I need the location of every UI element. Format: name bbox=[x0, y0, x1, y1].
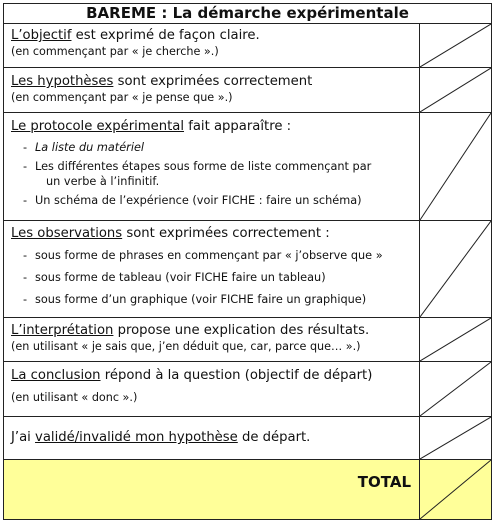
criterion-prefix: J’ai bbox=[11, 430, 36, 445]
criterion-cell bbox=[4, 113, 420, 220]
list-item: - sous forme de tableau (voir FICHE faire un tableau) bbox=[23, 271, 326, 284]
criterion-cell bbox=[4, 417, 420, 459]
table-title: BAREME : La démarche expérimentale bbox=[4, 4, 491, 24]
total-score-cell[interactable] bbox=[420, 460, 491, 519]
criterion-text: propose une explication des résultats. bbox=[113, 323, 370, 338]
row-hypotheses bbox=[4, 68, 491, 113]
total-label: TOTAL bbox=[357, 473, 411, 491]
list-item: - Les différentes étapes sous forme de liste commençant par bbox=[23, 160, 372, 173]
score-cell[interactable] bbox=[420, 221, 491, 317]
criterion-note: (en commençant par « je cherche ».) bbox=[11, 45, 219, 58]
criterion-text: est exprimé de façon claire. bbox=[71, 28, 260, 43]
criterion-title: validé/invalidé mon hypothèse bbox=[35, 430, 238, 445]
row-observations bbox=[4, 221, 491, 318]
list-item: - La liste du matériel bbox=[23, 141, 145, 154]
score-cell[interactable] bbox=[420, 362, 491, 416]
criterion-text: fait apparaître : bbox=[184, 119, 292, 134]
criterion-cell bbox=[4, 221, 420, 317]
criterion-text: de départ. bbox=[237, 430, 311, 445]
criterion-title: L’objectif bbox=[11, 28, 72, 43]
list-item: - sous forme de phrases en commençant par « j’observe que » bbox=[23, 249, 383, 262]
criterion-title: La conclusion bbox=[11, 368, 101, 383]
score-cell[interactable] bbox=[420, 113, 491, 220]
criterion-cell bbox=[4, 24, 420, 67]
row-interpretation bbox=[4, 318, 491, 362]
criterion-note: (en utilisant « je sais que, j’en déduit que, car, parce que… ».) bbox=[11, 340, 361, 353]
criterion-title: Le protocole expérimental bbox=[11, 119, 185, 134]
list-item-continuation: un verbe à l’infinitif. bbox=[46, 175, 160, 188]
row-protocole bbox=[4, 113, 491, 221]
criterion-cell bbox=[4, 318, 420, 361]
criterion-cell bbox=[4, 68, 420, 112]
criterion-text: répond à la question (objectif de départ) bbox=[100, 368, 373, 383]
total-row bbox=[4, 460, 491, 519]
criterion-note: (en utilisant « donc ».) bbox=[11, 391, 138, 404]
grading-table bbox=[3, 3, 492, 520]
row-objectif bbox=[4, 24, 491, 68]
score-cell[interactable] bbox=[420, 417, 491, 459]
score-cell[interactable] bbox=[420, 318, 491, 361]
criterion-cell bbox=[4, 362, 420, 416]
criterion-text: sont exprimées correctement bbox=[113, 74, 313, 89]
list-item: - sous forme d’un graphique (voir FICHE faire un graphique) bbox=[23, 293, 367, 306]
criterion-text: sont exprimées correctement : bbox=[122, 226, 330, 241]
row-conclusion bbox=[4, 362, 491, 417]
score-cell[interactable] bbox=[420, 68, 491, 112]
criterion-title: Les hypothèses bbox=[11, 74, 114, 89]
list-item: - Un schéma de l’expérience (voir FICHE : faire un schéma) bbox=[23, 194, 362, 207]
criterion-title: Les observations bbox=[11, 226, 123, 241]
criterion-title: L’interprétation bbox=[11, 323, 114, 338]
total-label-cell bbox=[4, 460, 420, 519]
row-validation bbox=[4, 417, 491, 460]
criterion-note: (en commençant par « je pense que ».) bbox=[11, 91, 233, 104]
score-cell[interactable] bbox=[420, 24, 491, 67]
